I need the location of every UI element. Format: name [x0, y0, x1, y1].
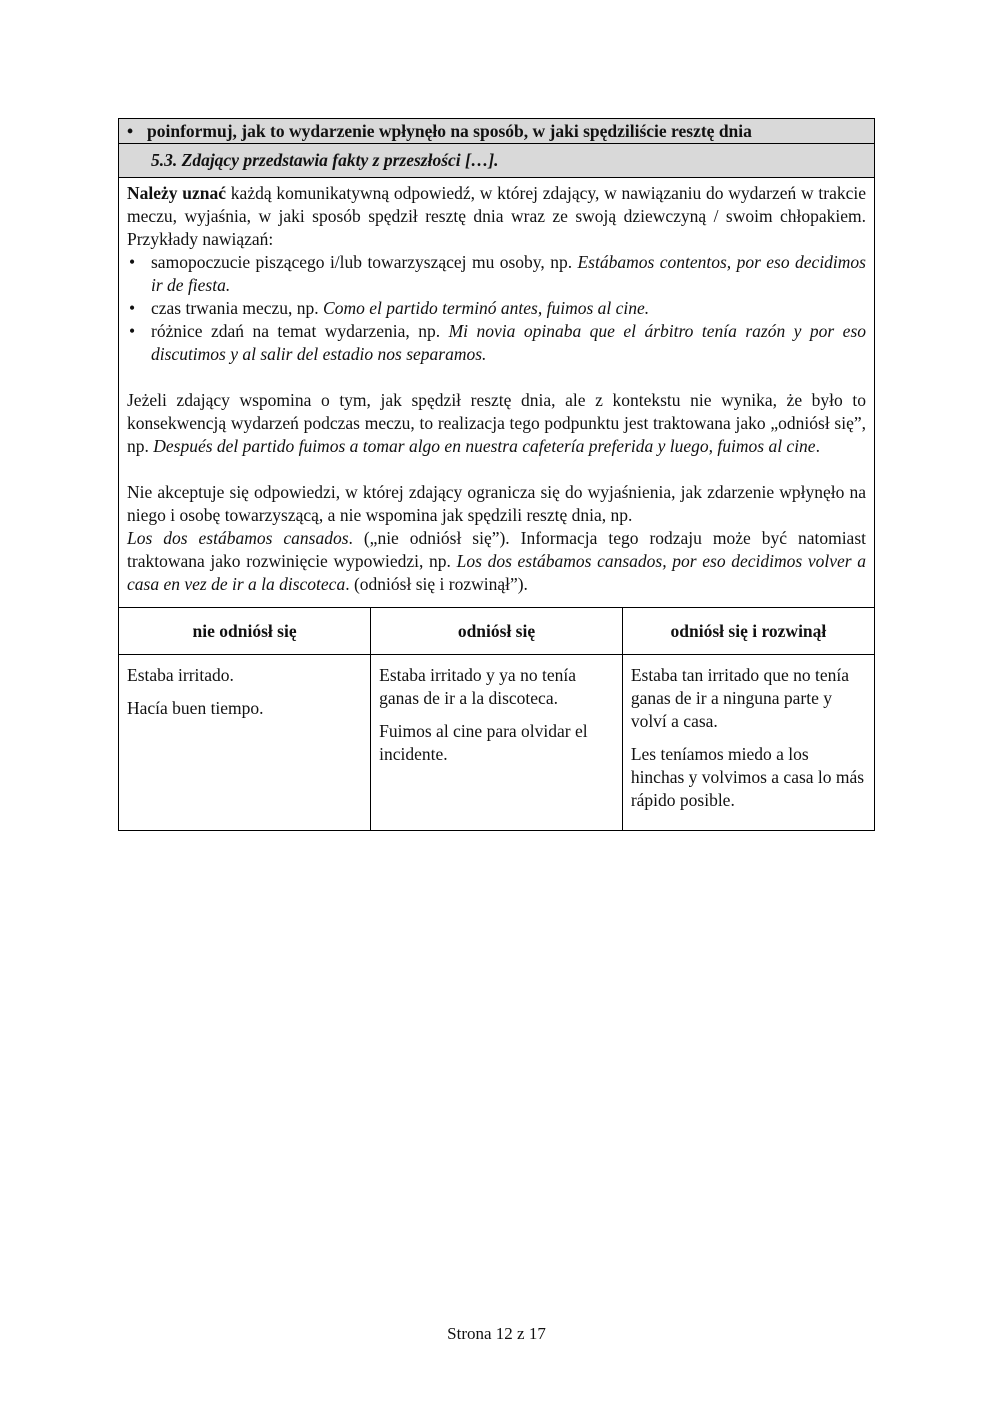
- example-answer: Les teníamos miedo a los hinchas y volvimos a casa lo más rápido posible.: [630, 744, 865, 810]
- bullet-icon: •: [127, 121, 134, 141]
- table-cell-not-addressed: [119, 655, 371, 831]
- example-answer: Estaba tan irritado que no tenía ganas de ir a ninguna parte y volví a casa.: [630, 665, 849, 731]
- paragraph-text: . („nie odniósł się”). Informacja tego rodzaju może być natomiast traktowana jako rozwinięcie wypowiedzi, np.: [127, 528, 866, 571]
- task-bullet-heading: [119, 119, 874, 144]
- example-answer: Fuimos al cine para olvidar el incidente.: [379, 721, 588, 764]
- intro-bold-lead: Należy uznać: [127, 183, 227, 203]
- column-header-addressed-developed: odniósł się i rozwinął: [622, 608, 874, 655]
- instructions-block: [119, 178, 874, 607]
- paragraph-text: Jeżeli zdający wspomina o tym, jak spędził resztę dnia, ale z kontekstu nie wynika, że było to konsekwencją wydarzeń podczas meczu, to realizacja tego podpunktu jest traktowana jako „odniósł się”, np.: [127, 390, 866, 456]
- column-header-not-addressed: nie odniósł się: [119, 608, 371, 655]
- example-sentence: Después del partido fuimos a tomar algo en nuestra cafetería preferida y luego, fuimos al cine: [153, 436, 816, 456]
- example-label: czas trwania meczu, np.: [151, 298, 324, 318]
- example-sentence: Como el partido terminó antes, fuimos al cine.: [323, 298, 650, 318]
- criterion-heading: 5.3. Zdający przedstawia fakty z przeszłości […].: [119, 144, 874, 178]
- partial-credit-paragraph: [127, 389, 866, 458]
- examples-table: [119, 607, 874, 830]
- paragraph-text: Nie akceptuje się odpowiedzi, w której zdający ogranicza się do wyjaśnienia, jak zdarzenie wpłynęło na niego i osobę towarzyszącą, a nie wspomina jak spędzili resztę dnia, np.: [127, 482, 866, 525]
- table-cell-addressed: [371, 655, 623, 831]
- list-item: [127, 251, 866, 297]
- example-label: samopoczucie piszącego i/lub towarzyszącej mu osoby, np.: [151, 252, 578, 272]
- table-row: [119, 655, 874, 831]
- list-item: [127, 320, 866, 366]
- table-header-row: [119, 608, 874, 655]
- spacer: [127, 458, 866, 481]
- intro-text: każdą komunikatywną odpowiedź, w której zdający, w nawiązaniu do wydarzeń w trakcie meczu, wyjaśnia, w jaki sposób spędził resztę dnia wraz ze swoją dziewczyną / swoim chłopakiem. Przykłady nawiązań:: [127, 183, 866, 249]
- rejection-paragraph: [127, 481, 866, 596]
- task-bullet-text: poinformuj, jak to wydarzenie wpłynęło na sposób, w jaki spędziliście resztę dnia: [147, 121, 752, 141]
- scoring-box: [118, 118, 875, 831]
- spacer: [127, 366, 866, 389]
- paragraph-text: . (odniósł się i rozwinął”).: [345, 574, 528, 594]
- list-item: [127, 297, 866, 320]
- example-sentence: Los dos estábamos cansados: [127, 528, 349, 548]
- column-header-addressed: odniósł się: [371, 608, 623, 655]
- example-label: różnice zdań na temat wydarzenia, np.: [151, 321, 449, 341]
- example-sentence: Mi novia opinaba que el árbitro tenía razón y por eso discutimos y al salir del estadio nos separamos.: [151, 321, 867, 364]
- page-number: Strona 12 z 17: [447, 1324, 546, 1343]
- examples-list: [127, 251, 866, 366]
- example-answer: Hacía buen tiempo.: [127, 698, 264, 718]
- example-answer: Estaba irritado.: [127, 665, 234, 685]
- table-cell-addressed-developed: [622, 655, 874, 831]
- example-sentence: Estábamos contentos, por eso decidimos ir de fiesta.: [151, 252, 866, 295]
- intro-paragraph: [127, 182, 866, 251]
- example-sentence: Los dos estábamos cansados, por eso decidimos volver a casa en vez de ir a la discoteca: [127, 551, 867, 594]
- paragraph-end: .: [815, 436, 820, 456]
- example-answer: Estaba irritado y ya no tenía ganas de ir a la discoteca.: [379, 665, 576, 708]
